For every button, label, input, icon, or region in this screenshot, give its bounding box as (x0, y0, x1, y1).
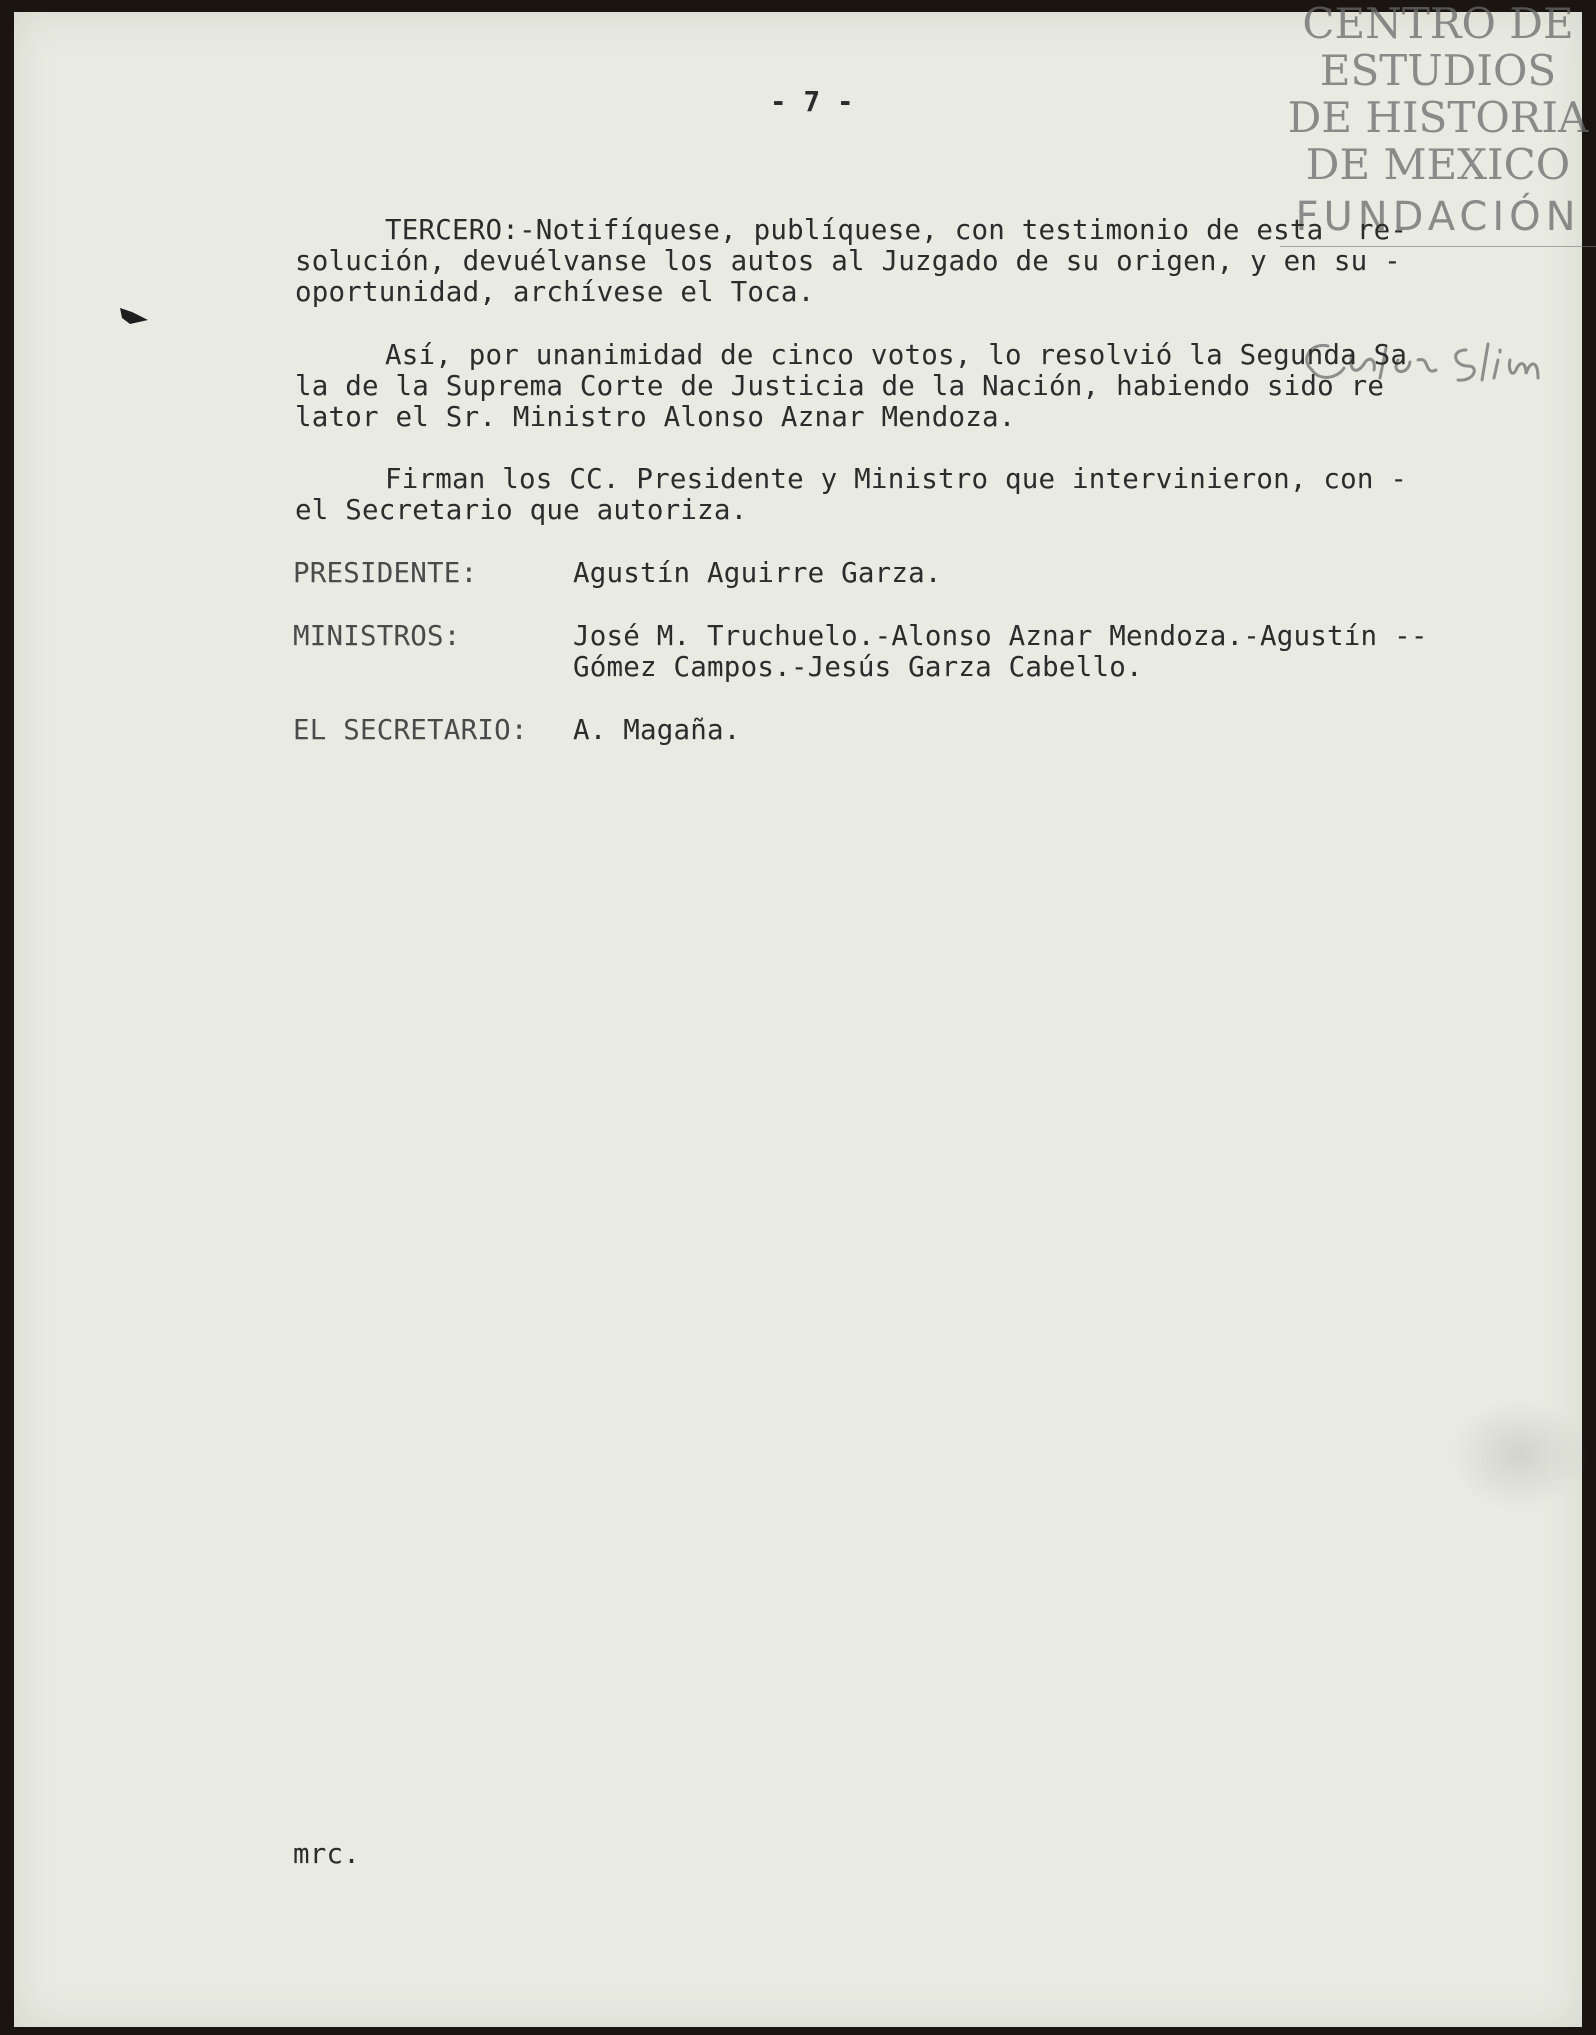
secretario-label: EL SECRETARIO: (293, 714, 528, 746)
paper-smudge (1450, 1400, 1590, 1510)
document-page (14, 12, 1582, 2027)
watermark-line: DE HISTORIA (1287, 93, 1589, 142)
presidente-label: PRESIDENTE: (293, 557, 478, 589)
watermark-line: DE MEXICO (1305, 140, 1571, 189)
tercero-line: TERCERO:-Notifíquese, publíquese, con testimonio de esta re- (385, 214, 1408, 246)
secretario-name: A. Magaña. (573, 714, 741, 746)
watermark-line: ESTUDIOS (1319, 46, 1557, 95)
ministros-line: Gómez Campos.-Jesús Garza Cabello. (573, 651, 1143, 683)
firman-line: el Secretario que autoriza. (295, 494, 748, 526)
resolucion-line: lator el Sr. Ministro Alonso Aznar Mendoza. (295, 401, 1016, 433)
typist-initials: mrc. (293, 1838, 361, 1870)
ministros-label: MINISTROS: (293, 620, 461, 652)
arrow-mark-icon (118, 304, 150, 328)
tercero-line: solución, devuélvanse los autos al Juzgado de su origen, y en su - (295, 245, 1401, 277)
presidente-name: Agustín Aguirre Garza. (573, 557, 942, 589)
tercero-line: oportunidad, archívese el Toca. (295, 276, 815, 308)
watermark-line: CENTRO DE (1302, 0, 1574, 48)
resolucion-line: Así, por unanimidad de cinco votos, lo resolvió la Segunda Sa (385, 339, 1408, 371)
watermark-foundation: FUNDACIÓN (1295, 194, 1581, 240)
page-number: - 7 - (770, 86, 854, 118)
resolucion-line: la de la Suprema Corte de Justicia de la Nación, habiendo sido re (295, 370, 1385, 402)
firman-line: Firman los CC. Presidente y Ministro que intervinieron, con - (385, 463, 1408, 495)
ministros-line: José M. Truchuelo.-Alonso Aznar Mendoza.-Agustín -- (573, 620, 1428, 652)
